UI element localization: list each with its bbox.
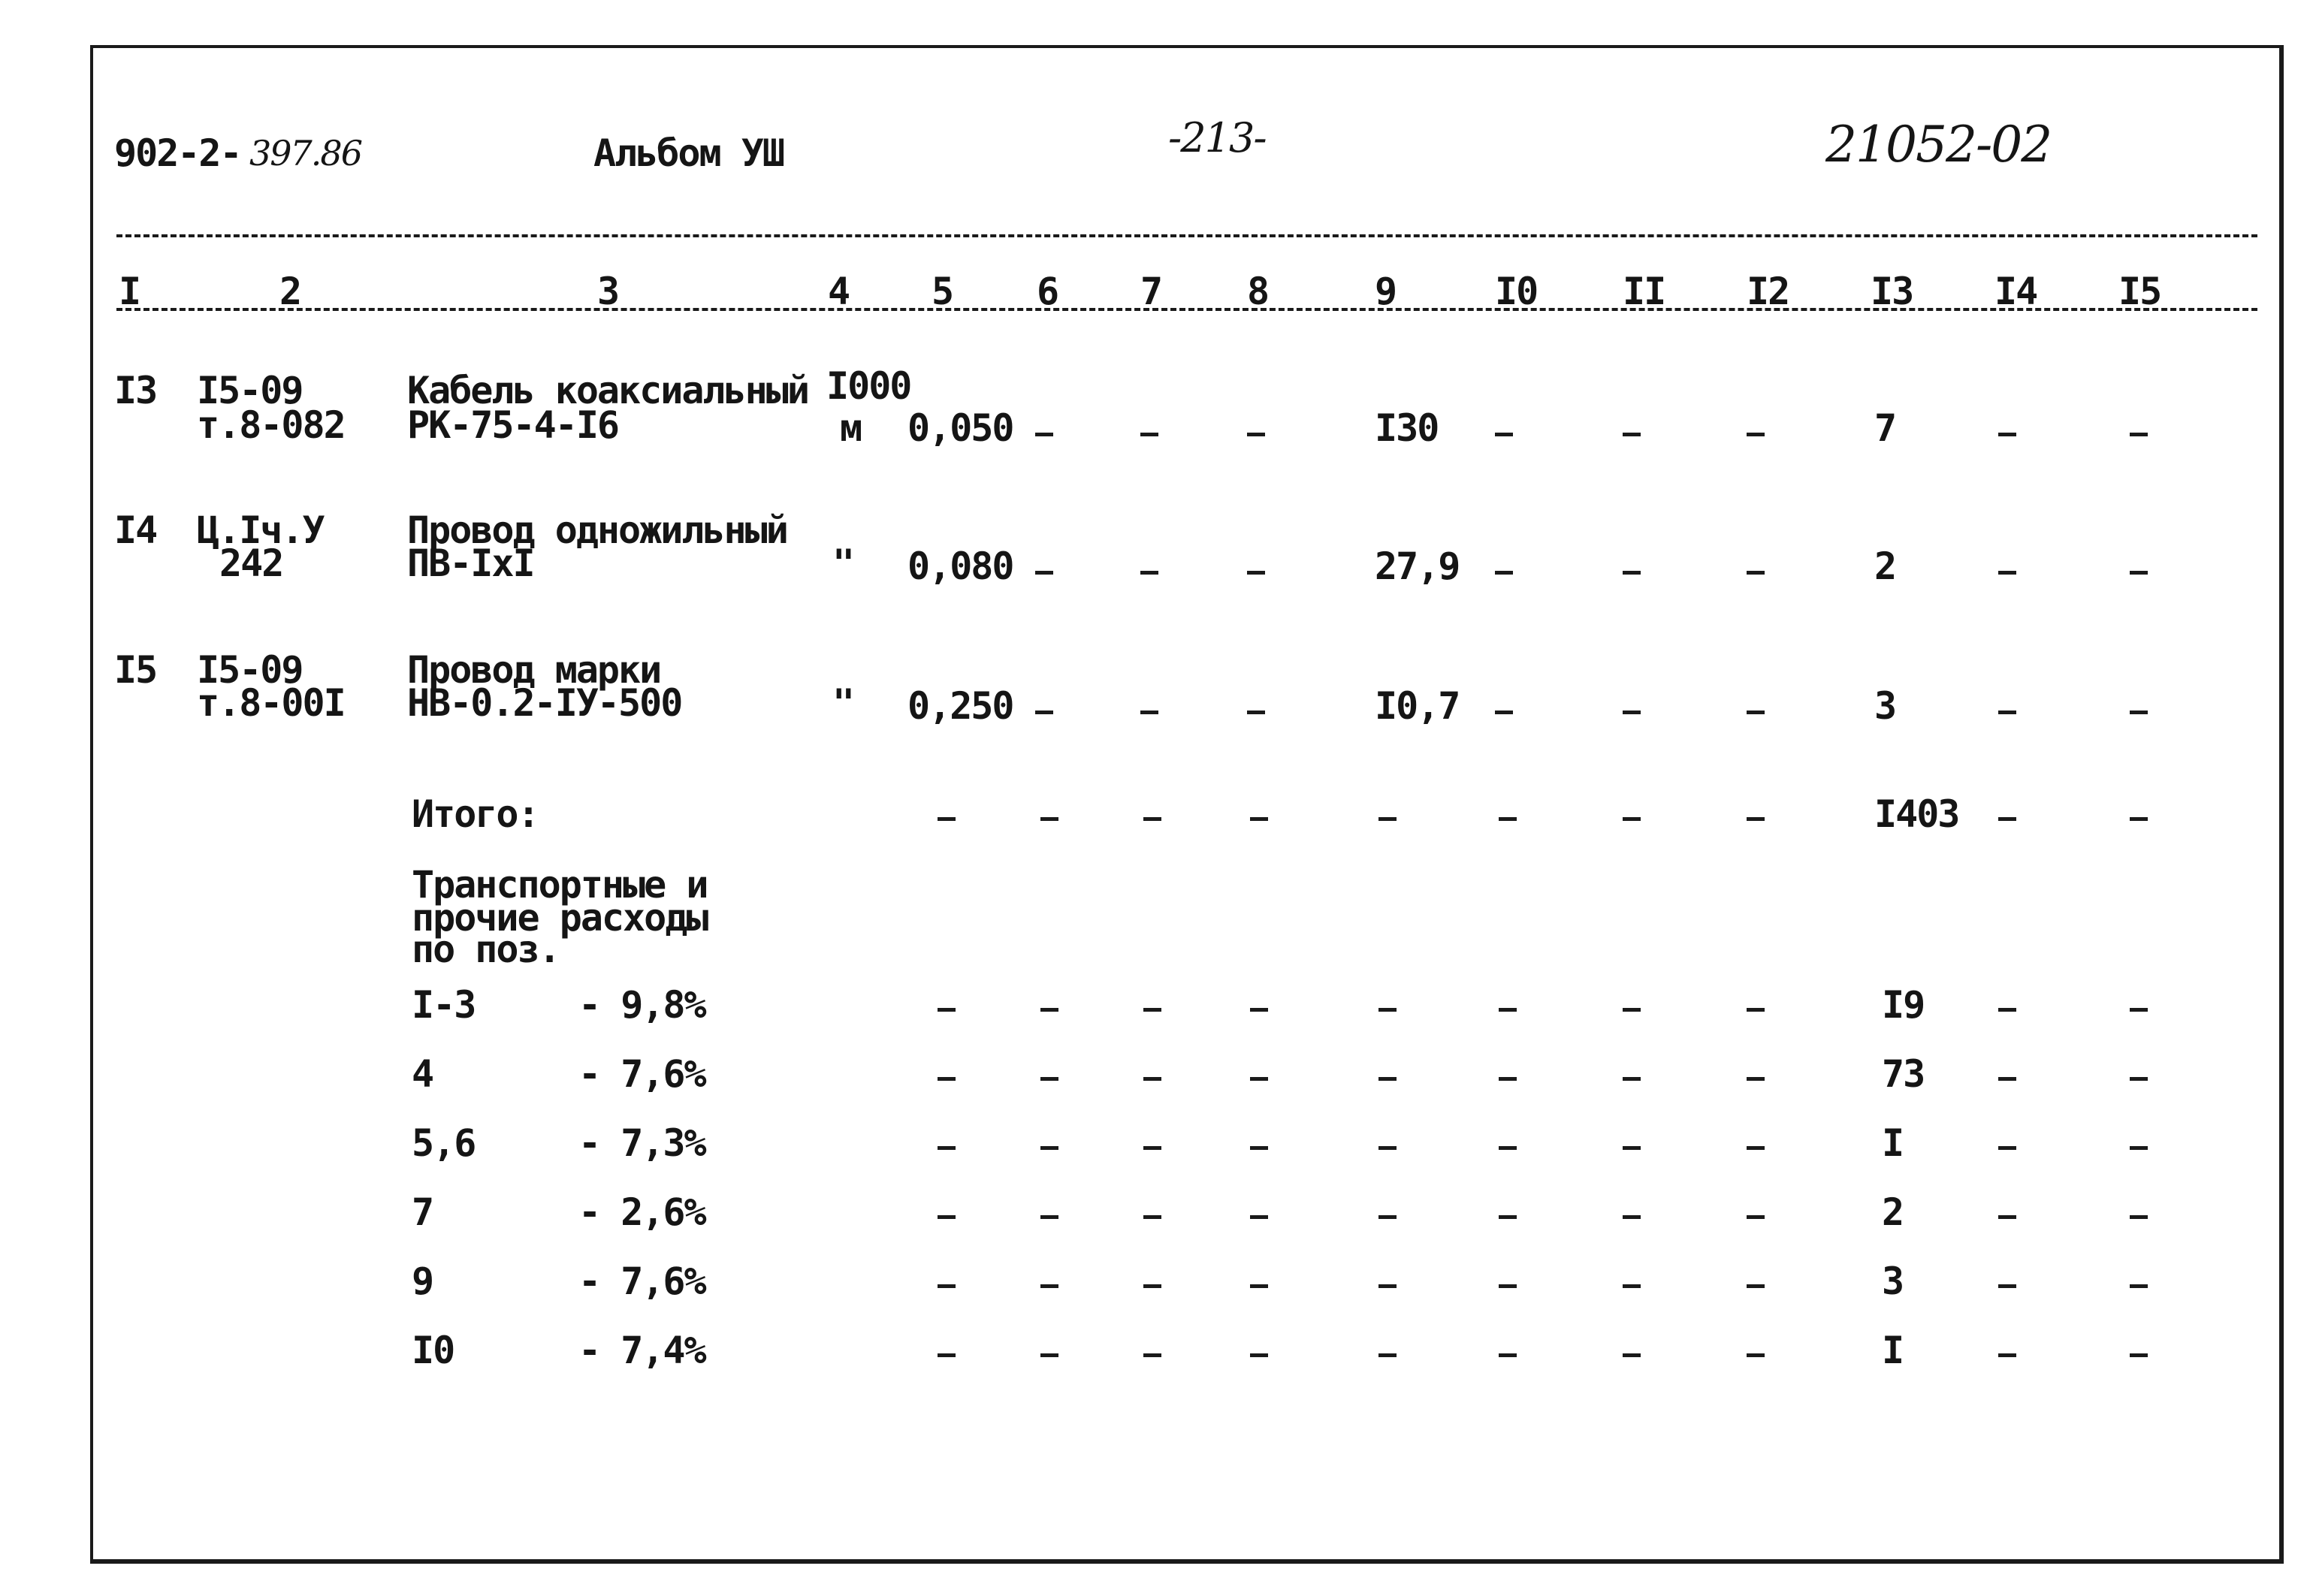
row-code-line1: I5-09 bbox=[197, 369, 303, 412]
transport-col13: 73 bbox=[1882, 1052, 1925, 1096]
column-number-8: 8 bbox=[1247, 270, 1269, 313]
transport-position: 4 bbox=[412, 1052, 433, 1096]
transport-percent: - 7,3% bbox=[578, 1121, 705, 1165]
empty-cell-dash bbox=[1378, 1284, 1397, 1288]
column-number-6: 6 bbox=[1037, 270, 1058, 313]
transport-label-line1: Транспортные и bbox=[412, 863, 708, 907]
total-value: I403 bbox=[1874, 792, 1959, 836]
row-unit-ditto: " bbox=[832, 542, 854, 585]
column-number-2: 2 bbox=[279, 270, 301, 313]
empty-cell-dash bbox=[1247, 711, 1265, 714]
empty-cell-dash bbox=[1623, 1077, 1641, 1081]
empty-cell-dash bbox=[1499, 1146, 1517, 1150]
row-code-line2: 242 bbox=[219, 542, 283, 585]
row-unit-line2: м bbox=[840, 406, 862, 450]
empty-cell-dash bbox=[1747, 1284, 1765, 1288]
empty-cell-dash bbox=[1247, 571, 1265, 575]
empty-cell-dash bbox=[2130, 571, 2148, 575]
empty-cell-dash bbox=[1378, 1215, 1397, 1219]
empty-cell-dash bbox=[1499, 1215, 1517, 1219]
column-number-11: II bbox=[1623, 270, 1665, 313]
transport-col13: I bbox=[1882, 1121, 1904, 1165]
transport-position: I-3 bbox=[412, 983, 476, 1027]
empty-cell-dash bbox=[1998, 1146, 2016, 1150]
empty-cell-dash bbox=[2130, 711, 2148, 714]
row-name-line1: Провод марки bbox=[407, 648, 661, 692]
empty-cell-dash bbox=[1623, 1284, 1641, 1288]
empty-cell-dash bbox=[1998, 1284, 2016, 1288]
empty-cell-dash bbox=[1143, 1215, 1161, 1219]
empty-cell-dash bbox=[1747, 1215, 1765, 1219]
album-label: Альбом УШ bbox=[593, 131, 784, 175]
empty-cell-dash bbox=[1747, 1146, 1765, 1150]
empty-cell-dash bbox=[1998, 1077, 2016, 1081]
empty-cell-dash bbox=[2130, 1284, 2148, 1288]
empty-cell-dash bbox=[2130, 1008, 2148, 1012]
row-position: I3 bbox=[114, 369, 157, 412]
empty-cell-dash bbox=[938, 1353, 956, 1357]
column-number-7: 7 bbox=[1140, 270, 1162, 313]
empty-cell-dash bbox=[1143, 1284, 1161, 1288]
empty-cell-dash bbox=[1143, 1077, 1161, 1081]
empty-cell-dash bbox=[1140, 571, 1158, 575]
column-number-5: 5 bbox=[932, 270, 953, 313]
empty-cell-dash bbox=[1378, 1077, 1397, 1081]
empty-cell-dash bbox=[938, 1215, 956, 1219]
empty-cell-dash bbox=[1040, 1008, 1058, 1012]
empty-cell-dash bbox=[1998, 1215, 2016, 1219]
empty-cell-dash bbox=[1747, 1353, 1765, 1357]
column-number-4: 4 bbox=[828, 270, 850, 313]
empty-cell-dash bbox=[1250, 1077, 1268, 1081]
sheet-code: 21052-02 bbox=[1825, 116, 2052, 173]
empty-cell-dash bbox=[1143, 817, 1161, 821]
row-col5: 0,050 bbox=[907, 406, 1013, 450]
row-name-line1: Кабель коаксиальный bbox=[407, 369, 808, 412]
empty-cell-dash bbox=[938, 817, 956, 821]
empty-cell-dash bbox=[1623, 1146, 1641, 1150]
header-separator bbox=[116, 234, 2257, 237]
empty-cell-dash bbox=[1623, 711, 1641, 714]
transport-percent: - 7,6% bbox=[578, 1260, 705, 1303]
empty-cell-dash bbox=[2130, 1353, 2148, 1357]
row-col9: I30 bbox=[1375, 406, 1439, 450]
transport-percent: - 7,4% bbox=[578, 1329, 705, 1372]
empty-cell-dash bbox=[1250, 1215, 1268, 1219]
transport-col13: I bbox=[1882, 1329, 1904, 1372]
row-unit-ditto: " bbox=[832, 681, 854, 725]
empty-cell-dash bbox=[2130, 433, 2148, 436]
empty-cell-dash bbox=[1247, 433, 1265, 436]
row-code-line2: т.8-082 bbox=[197, 403, 345, 447]
empty-cell-dash bbox=[1250, 1353, 1268, 1357]
row-position: I5 bbox=[114, 648, 157, 692]
empty-cell-dash bbox=[1623, 433, 1641, 436]
empty-cell-dash bbox=[1250, 1284, 1268, 1288]
transport-position: I0 bbox=[412, 1329, 454, 1372]
page-number: -213- bbox=[1168, 114, 1266, 161]
empty-cell-dash bbox=[1623, 817, 1641, 821]
doc-number-handwritten: 397.86 bbox=[249, 133, 361, 173]
empty-cell-dash bbox=[1998, 817, 2016, 821]
column-number-10: I0 bbox=[1495, 270, 1538, 313]
empty-cell-dash bbox=[1499, 1284, 1517, 1288]
empty-cell-dash bbox=[1499, 1077, 1517, 1081]
empty-cell-dash bbox=[1040, 1146, 1058, 1150]
empty-cell-dash bbox=[1378, 817, 1397, 821]
empty-cell-dash bbox=[938, 1146, 956, 1150]
empty-cell-dash bbox=[1747, 1077, 1765, 1081]
total-label: Итого: bbox=[412, 792, 539, 836]
empty-cell-dash bbox=[938, 1008, 956, 1012]
empty-cell-dash bbox=[938, 1077, 956, 1081]
empty-cell-dash bbox=[1998, 1008, 2016, 1012]
empty-cell-dash bbox=[1495, 433, 1513, 436]
empty-cell-dash bbox=[1040, 1077, 1058, 1081]
empty-cell-dash bbox=[1250, 817, 1268, 821]
empty-cell-dash bbox=[2130, 1146, 2148, 1150]
empty-cell-dash bbox=[1140, 711, 1158, 714]
row-code-line1: I5-09 bbox=[197, 648, 303, 692]
empty-cell-dash bbox=[1747, 571, 1765, 575]
empty-cell-dash bbox=[1040, 817, 1058, 821]
column-number-12: I2 bbox=[1747, 270, 1789, 313]
empty-cell-dash bbox=[1495, 711, 1513, 714]
empty-cell-dash bbox=[1998, 1353, 2016, 1357]
transport-position: 7 bbox=[412, 1190, 433, 1234]
row-col13: 3 bbox=[1874, 684, 1896, 728]
transport-col13: I9 bbox=[1882, 983, 1925, 1027]
column-number-1: I bbox=[119, 270, 140, 313]
row-col9: I0,7 bbox=[1375, 684, 1460, 728]
empty-cell-dash bbox=[1998, 571, 2016, 575]
empty-cell-dash bbox=[1747, 1008, 1765, 1012]
row-name-line2: НВ-0.2-IУ-500 bbox=[407, 681, 682, 725]
column-number-3: 3 bbox=[597, 270, 619, 313]
column-number-13: I3 bbox=[1871, 270, 1913, 313]
empty-cell-dash bbox=[1499, 1008, 1517, 1012]
empty-cell-dash bbox=[1623, 1353, 1641, 1357]
transport-label-line2: прочие расходы bbox=[412, 896, 708, 940]
empty-cell-dash bbox=[2130, 1215, 2148, 1219]
column-number-15: I5 bbox=[2118, 270, 2161, 313]
empty-cell-dash bbox=[1623, 1215, 1641, 1219]
empty-cell-dash bbox=[1623, 571, 1641, 575]
transport-position: 9 bbox=[412, 1260, 433, 1303]
transport-percent: - 9,8% bbox=[578, 983, 705, 1027]
empty-cell-dash bbox=[1040, 1353, 1058, 1357]
empty-cell-dash bbox=[1250, 1008, 1268, 1012]
empty-cell-dash bbox=[1035, 571, 1053, 575]
transport-label-line3: по поз. bbox=[412, 928, 560, 971]
empty-cell-dash bbox=[938, 1284, 956, 1288]
transport-col13: 3 bbox=[1882, 1260, 1904, 1303]
row-code-line2: т.8-00I bbox=[197, 681, 345, 725]
column-numbers-separator bbox=[116, 308, 2257, 311]
transport-position: 5,6 bbox=[412, 1121, 476, 1165]
empty-cell-dash bbox=[1747, 433, 1765, 436]
transport-col13: 2 bbox=[1882, 1190, 1904, 1234]
empty-cell-dash bbox=[1747, 711, 1765, 714]
row-name-line1: Провод одножильный bbox=[407, 508, 787, 552]
row-col13: 7 bbox=[1874, 406, 1896, 450]
row-unit-line1: I000 bbox=[826, 364, 911, 408]
empty-cell-dash bbox=[2130, 817, 2148, 821]
empty-cell-dash bbox=[2130, 1077, 2148, 1081]
empty-cell-dash bbox=[1143, 1146, 1161, 1150]
column-number-14: I4 bbox=[1994, 270, 2037, 313]
empty-cell-dash bbox=[1499, 817, 1517, 821]
empty-cell-dash bbox=[1140, 433, 1158, 436]
row-col13: 2 bbox=[1874, 545, 1896, 588]
empty-cell-dash bbox=[1998, 433, 2016, 436]
empty-cell-dash bbox=[1250, 1146, 1268, 1150]
empty-cell-dash bbox=[1040, 1215, 1058, 1219]
row-code-line1: Ц.Iч.У bbox=[197, 508, 324, 552]
empty-cell-dash bbox=[1998, 711, 2016, 714]
empty-cell-dash bbox=[1040, 1284, 1058, 1288]
empty-cell-dash bbox=[1747, 817, 1765, 821]
column-number-9: 9 bbox=[1375, 270, 1397, 313]
empty-cell-dash bbox=[1035, 433, 1053, 436]
doc-number-printed: 902-2- bbox=[114, 131, 241, 175]
empty-cell-dash bbox=[1143, 1353, 1161, 1357]
empty-cell-dash bbox=[1495, 571, 1513, 575]
empty-cell-dash bbox=[1499, 1353, 1517, 1357]
empty-cell-dash bbox=[1035, 711, 1053, 714]
row-col5: 0,080 bbox=[907, 545, 1013, 588]
row-position: I4 bbox=[114, 508, 157, 552]
transport-percent: - 2,6% bbox=[578, 1190, 705, 1234]
row-col9: 27,9 bbox=[1375, 545, 1460, 588]
row-col5: 0,250 bbox=[907, 684, 1013, 728]
empty-cell-dash bbox=[1143, 1008, 1161, 1012]
empty-cell-dash bbox=[1378, 1146, 1397, 1150]
empty-cell-dash bbox=[1623, 1008, 1641, 1012]
row-name-line2: ПВ-IxI bbox=[407, 542, 534, 585]
row-name-line2: РК-75-4-I6 bbox=[407, 403, 619, 447]
empty-cell-dash bbox=[1378, 1008, 1397, 1012]
empty-cell-dash bbox=[1378, 1353, 1397, 1357]
transport-percent: - 7,6% bbox=[578, 1052, 705, 1096]
